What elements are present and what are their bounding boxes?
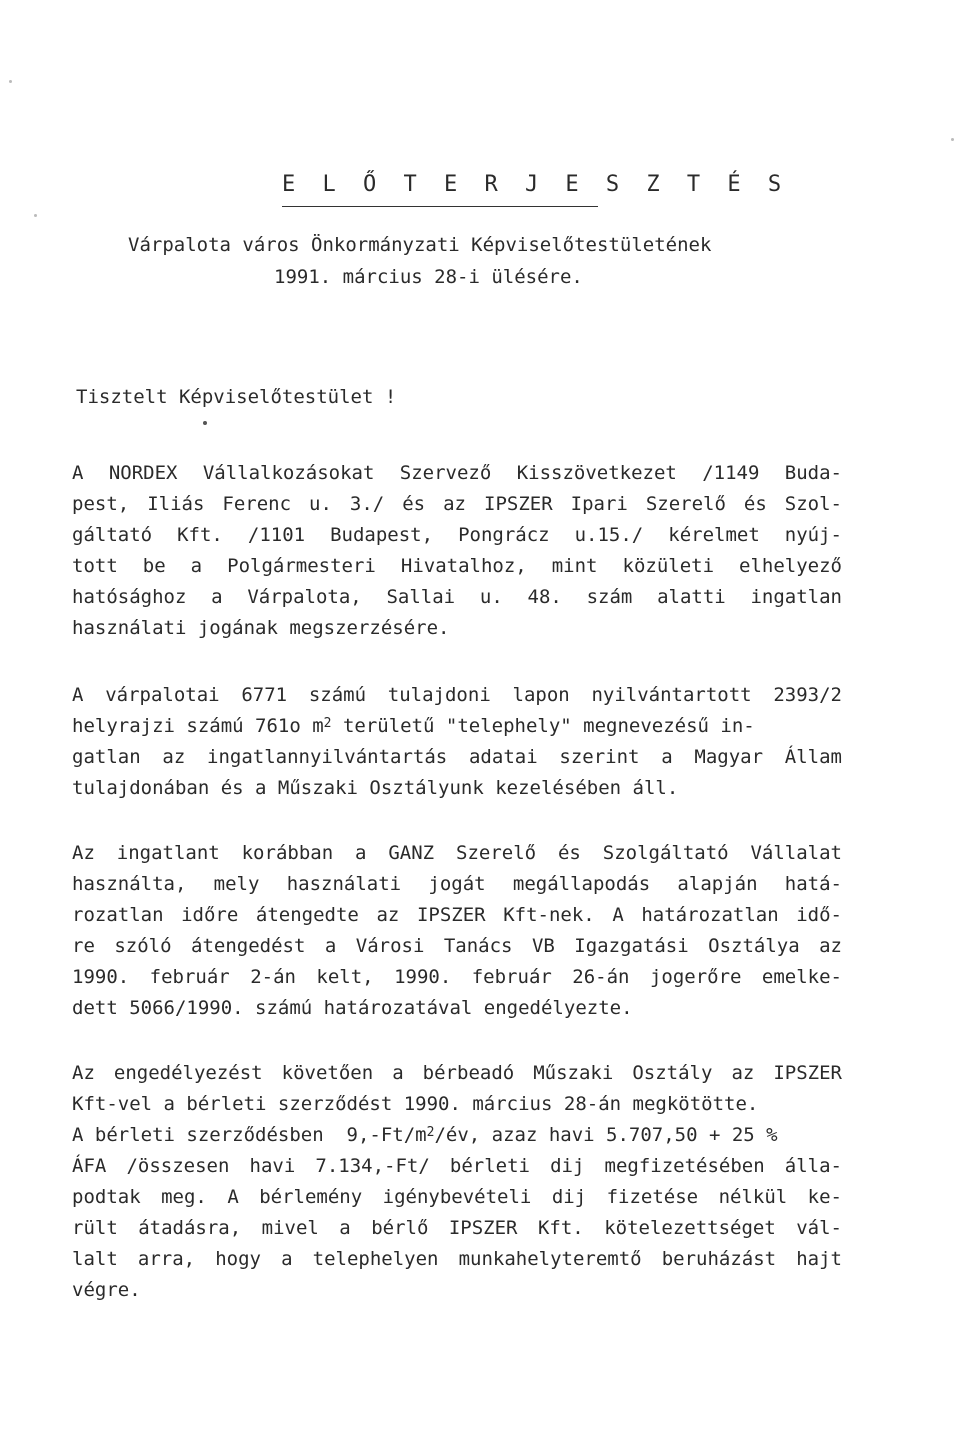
paragraph-line: ÁFA /összesen havi 7.134,-Ft/ bérleti dij megfizetésében álla- [72, 1155, 842, 1177]
paragraph-line: Az ingatlant korábban a GANZ Szerelő és Szolgáltató Vállalat [72, 842, 842, 864]
salutation: Tisztelt Képviselőtestület ! [76, 386, 397, 408]
paragraph-line: használati jogának megszerzésére. [72, 617, 450, 639]
paragraph-1 [72, 458, 842, 644]
paragraph-line: A NORDEX Vállalkozásokat Szervező Kisszövetkezet /1149 Buda- [72, 462, 842, 484]
paragraph-line: Az engedélyezést követően a bérbeadó Műszaki Osztály az IPSZER [72, 1062, 842, 1084]
paragraph-line-with-superscript [72, 1120, 842, 1151]
paragraph-line: tott be a Polgármesteri Hivatalhoz, mint közületi elhelyező [72, 555, 842, 577]
subtitle-line-2: 1991. március 28-i ülésére. [274, 266, 583, 288]
document-title: E L Ő T E R J E S Z T É S [282, 172, 789, 197]
paragraph-line: gatlan az ingatlannyilvántartás adatai szerint a Magyar Állam [72, 746, 842, 768]
paragraph-2 [72, 680, 842, 804]
paragraph-3 [72, 838, 842, 1024]
paragraph-line-with-superscript [72, 711, 842, 742]
ink-dot [203, 421, 207, 425]
scan-speck [34, 214, 37, 217]
paragraph-line: podtak meg. A bérlemény igénybevételi dij fizetése nélkül ke- [72, 1186, 842, 1208]
superscript: 2 [323, 716, 332, 731]
paragraph-line: 1990. február 2-án kelt, 1990. február 26-án jogerőre emelke- [72, 966, 842, 988]
paragraph-line: A várpalotai 6771 számú tulajdoni lapon nyilvántartott 2393/2 [72, 684, 842, 706]
scan-speck [9, 80, 12, 83]
paragraph-line: rozatlan időre átengedte az IPSZER Kft-nek. A határozatlan idő- [72, 904, 842, 926]
title-underline [282, 206, 598, 207]
scan-speck [951, 138, 954, 141]
line-text: /év, azaz havi 5.707,50 + 25 % [434, 1124, 778, 1146]
superscript: 2 [426, 1125, 435, 1140]
paragraph-4 [72, 1058, 842, 1306]
paragraph-line: használta, mely használati jogát megállapodás alapján hatá- [72, 873, 842, 895]
paragraph-line: tulajdonában és a Műszaki Osztályunk kezelésében áll. [72, 777, 679, 799]
line-text: területű "telephely" megnevezésű in- [331, 715, 755, 737]
line-text: helyrajzi számú 761o m [72, 715, 324, 737]
subtitle-line-1: Várpalota város Önkormányzati Képviselőtestületének [128, 234, 712, 256]
paragraph-line: hatósághoz a Várpalota, Sallai u. 48. szám alatti ingatlan [72, 586, 842, 608]
paragraph-line: re szóló átengedést a Városi Tanács VB Igazgatási Osztálya az [72, 935, 842, 957]
paragraph-line: gáltató Kft. /1101 Budapest, Pongrácz u.15./ kérelmet nyúj- [72, 524, 842, 546]
paragraph-line: pest, Iliás Ferenc u. 3./ és az IPSZER Ipari Szerelő és Szol- [72, 493, 842, 515]
line-text: A bérleti szerződésben 9,-Ft/m [72, 1124, 427, 1146]
paragraph-line: rült átadásra, mivel a bérlő IPSZER Kft. kötelezettséget vál- [72, 1217, 842, 1239]
paragraph-line: lalt arra, hogy a telephelyen munkahelyteremtő beruházást hajt [72, 1248, 842, 1270]
paragraph-line: Kft-vel a bérleti szerződést 1990. március 28-án megkötötte. [72, 1093, 759, 1115]
paragraph-line: végre. [72, 1279, 141, 1301]
paragraph-line: dett 5066/1990. számú határozatával engedélyezte. [72, 997, 633, 1019]
